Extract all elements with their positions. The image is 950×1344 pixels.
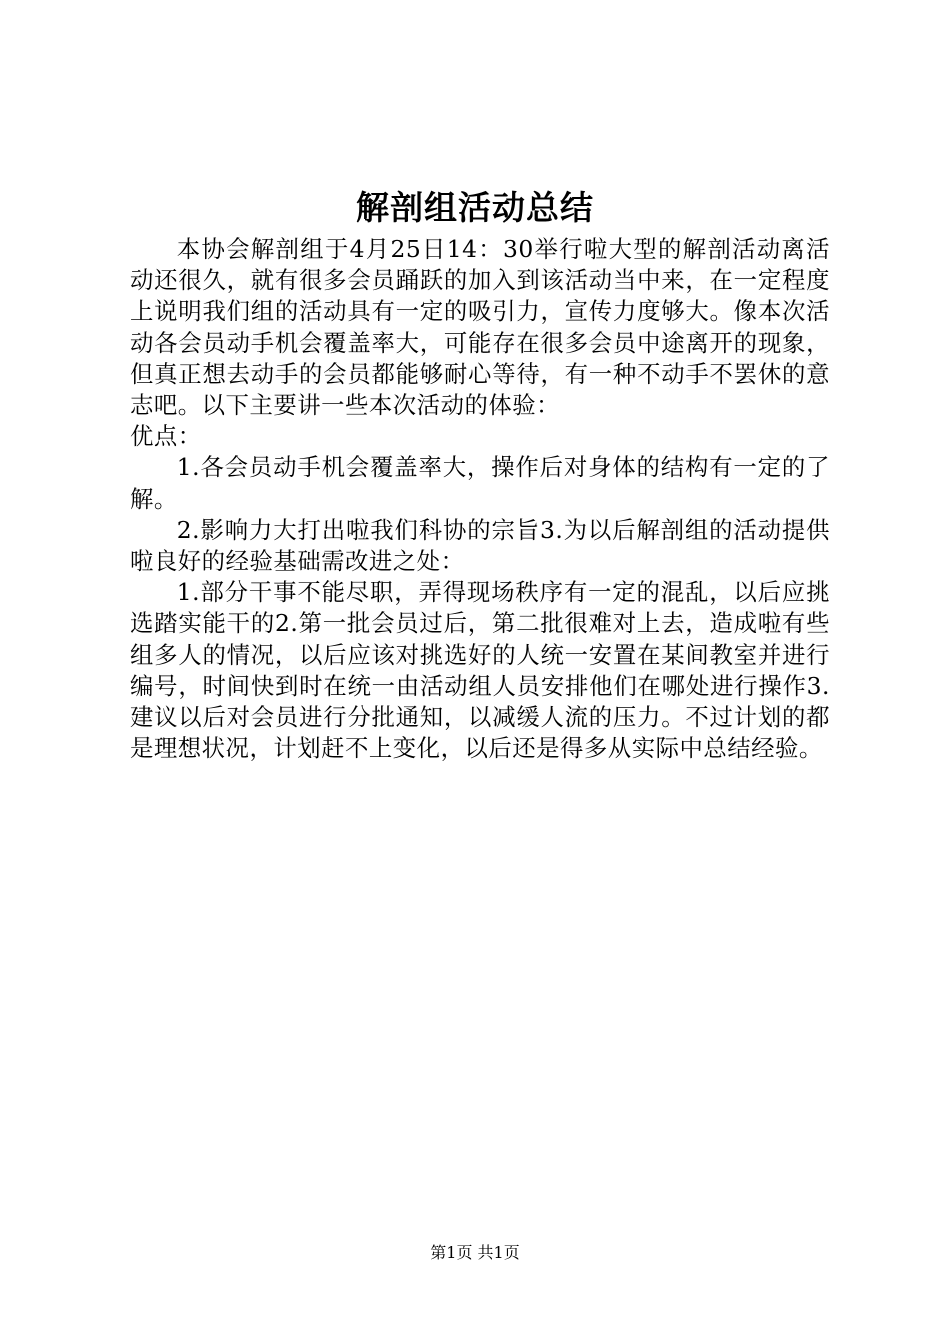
document-body bbox=[130, 234, 830, 764]
paragraph-advantage-1: 1.各会员动手机会覆盖率大，操作后对身体的结构有一定的了解。 bbox=[130, 453, 830, 513]
document-title: 解剖组活动总结 bbox=[356, 188, 594, 227]
paragraph-improvements: 1.部分干事不能尽职，弄得现场秩序有一定的混乱，以后应挑选踏实能干的2.第一批会员过后，第二批很难对上去，造成啦有些组多人的情况，以后应该对挑选好的人统一安置在某间教室并进行编号，时间快到时在统一由活动组人员安排他们在哪处进行操作3.建议以后对会员进行分批通知，以减缓人流的压力。不过计划的都是理想状况，计划赶不上变化，以后还是得多从实际中总结经验。 bbox=[130, 578, 830, 763]
paragraph-advantages-heading: 优点： bbox=[130, 422, 202, 451]
page-footer: 第1页 共1页 bbox=[430, 1243, 520, 1262]
paragraph-advantage-2: 2.影响力大打出啦我们科协的宗旨3.为以后解剖组的活动提供啦良好的经验基础需改进之处： bbox=[130, 515, 830, 576]
paragraph-intro: 本协会解剖组于4月25日14：30举行啦大型的解剖活动离活动还很久，就有很多会员踊跃的加入到该活动当中来，在一定程度上说明我们组的活动具有一定的吸引力，宣传力度够大。像本次活动各会员动手机会覆盖率大，可能存在很多会员中途离开的现象，但真正想去动手的会员都能够耐心等待，有一种不动手不罢休的意志吧。以下主要讲一些本次活动的体验： bbox=[130, 235, 830, 420]
